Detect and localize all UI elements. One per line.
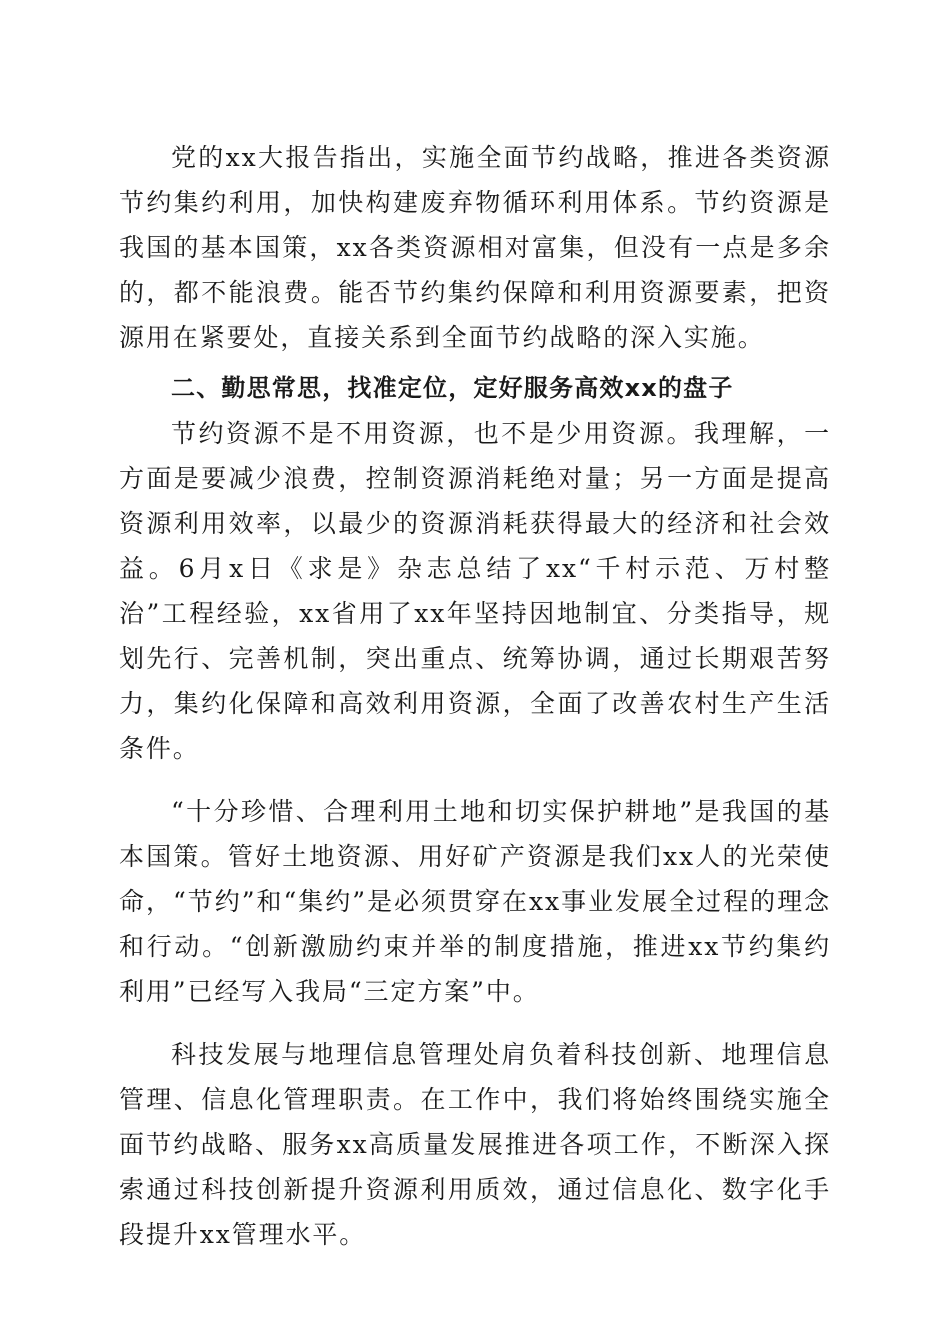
paragraph-intro: 党的xx大报告指出，实施全面节约战略，推进各类资源节约集约利用，加快构建废弃物循环利用体系。节约资源是我国的基本国策，xx各类资源相对富集，但没有一点是多余的，都不能浪费。能否节约集约保障和利用资源要素，把资源用在紧要处，直接关系到全面节约战略的深入实施。: [119, 143, 831, 352]
paragraph-resource-saving: 节约资源不是不用资源，也不是少用资源。我理解，一方面是要减少浪费，控制资源消耗绝对量；另一方面是提高资源利用效率，以最少的资源消耗获得最大的经济和社会效益。6月x日《求是》杂志总结了xx“千村示范、万村整治”工程经验，xx省用了xx年坚持因地制宜、分类指导，规划先行、完善机制，突出重点、统筹协调，通过长期艰苦努力，集约化保障和高效利用资源，全面了改善农村生产生活条件。: [119, 419, 831, 763]
paragraph-tech-department: 科技发展与地理信息管理处肩负着科技创新、地理信息管理、信息化管理职责。在工作中，我们将始终围绕实施全面节约战略、服务xx高质量发展推进各项工作，不断深入探索通过科技创新提升资源利用质效，通过信息化、数字化手段提升xx管理水平。: [119, 1040, 831, 1249]
section-heading-2: 二、勤思常思，找准定位，定好服务高效xx的盘子: [171, 374, 734, 402]
paragraph-land-policy: “十分珍惜、合理利用土地和切实保护耕地”是我国的基本国策。管好土地资源、用好矿产资源是我们xx人的光荣使命，“节约”和“集约”是必须贯穿在xx事业发展全过程的理念和行动。“创新激励约束并举的制度措施，推进xx节约集约利用”已经写入我局“三定方案”中。: [119, 797, 831, 1006]
document-body: [119, 135, 831, 1257]
